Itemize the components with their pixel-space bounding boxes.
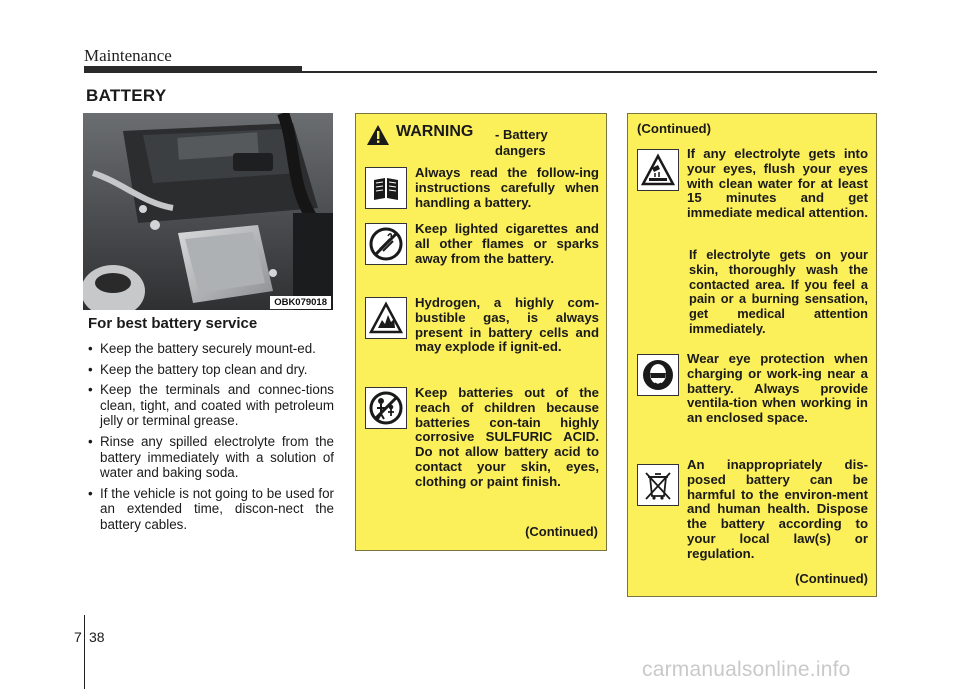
no-trash-bin-icon (637, 464, 679, 506)
warning-text-1: Always read the follow-ing instructions carefully when handling a battery. (415, 165, 599, 210)
battery-photo (83, 113, 333, 310)
keep-from-children-icon (365, 387, 407, 429)
list-item: • Keep the battery securely mount-ed. (88, 341, 316, 356)
best-service-heading: For best battery service (88, 315, 258, 332)
engine-bay-illustration (83, 113, 333, 310)
eye-protection-icon (637, 354, 679, 396)
continued-text-4: An inappropriately dis-posed battery can be harmful to the environ-ment and human health. Dispose the battery according to your local law(s) or regulation. (687, 457, 868, 561)
bullet: • (88, 382, 93, 398)
no-flames-icon (365, 223, 407, 265)
continued-head: (Continued) (637, 121, 711, 136)
warning-box (355, 113, 607, 551)
service-tips-list (88, 341, 334, 538)
continued-text-1: If any electrolyte gets into your eyes, flush your eyes with clean water for at least 15 minutes and get immediate medical attention. (687, 146, 869, 221)
warning-text-3: Hydrogen, a highly com-bustible gas, is always present in battery cells and may explode if ignit-ed. (415, 295, 599, 355)
warning-triangle-icon (366, 124, 390, 146)
chapter-number: 7 (74, 629, 82, 645)
corrosive-icon (637, 149, 679, 191)
photo-code: OBK079018 (270, 296, 331, 309)
section-title: Maintenance (84, 46, 172, 65)
continued-text-2: If electrolyte gets on your skin, thoroughly wash the contacted area. If you feel a pain or a burning sensation, get medical attention immediately. (689, 247, 868, 336)
page-number: 38 (89, 629, 105, 645)
bullet: • (88, 341, 93, 356)
bullet: • (88, 361, 93, 377)
warning-subtitle-2: dangers (495, 143, 546, 158)
watermark: carmanualsonline.info (642, 658, 851, 681)
warning-subtitle: - Battery (495, 127, 548, 142)
read-manual-icon (365, 167, 407, 209)
continued-text-3: Wear eye protection when charging or work-ing near a battery. Always provide ventila-tion when working in an enclosed space. (687, 351, 868, 426)
header-rule-thin (302, 71, 877, 73)
explosion-icon (365, 297, 407, 339)
list-item: • Keep the battery top clean and dry. (88, 361, 308, 377)
list-item: • If the vehicle is not going to be used for an extended time, discon-nect the battery cables. (88, 485, 334, 532)
warning-text-2: Keep lighted cigarettes and all other flames or sparks away from the battery. (415, 221, 599, 266)
warning-text-4: Keep batteries out of the reach of children because batteries con-tain highly corrosive SULFURIC ACID. Do not allow battery acid to contact your skin, eyes, clothing or paint finish. (415, 385, 599, 489)
list-item: • Rinse any spilled electrolyte from the battery immediately with a solution of water and baking soda. (88, 433, 334, 481)
continued-warning-box (627, 113, 877, 597)
list-item: • Keep the terminals and connec-tions clean, tight, and coated with petroleum jelly or terminal grease. (88, 382, 334, 429)
page-heading: BATTERY (86, 86, 167, 105)
bullet: • (88, 485, 93, 501)
warning-label: WARNING (396, 123, 474, 140)
warning-continued: (Continued) (525, 524, 598, 539)
continued-footer: (Continued) (795, 571, 868, 586)
page-number-divider (84, 615, 85, 689)
bullet: • (88, 433, 93, 449)
header-rule-thick (84, 66, 302, 73)
